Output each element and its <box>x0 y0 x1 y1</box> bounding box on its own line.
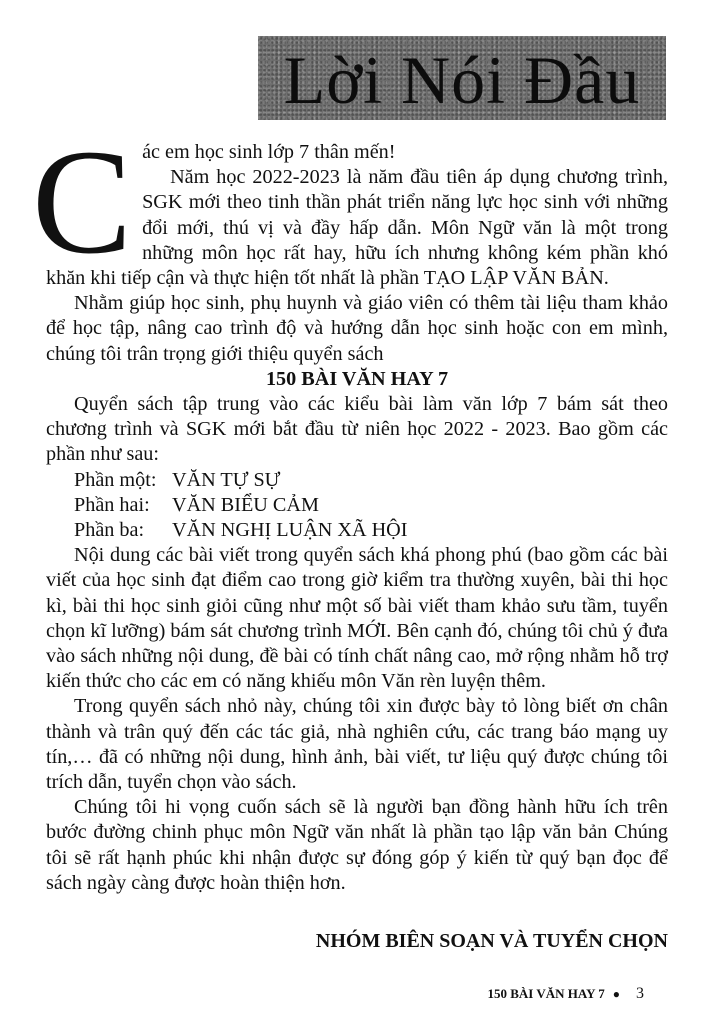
paragraph-2: Nhằm giúp học sinh, phụ huynh và giáo viên có thêm tài liệu tham khảo để học tập, nâng cao trình độ và hướng dẫn học sinh hoặc con em mình, chúng tôi trân trọng giới thiệu quyển sách <box>46 292 668 365</box>
greeting: ác em học sinh lớp 7 thân mến! <box>142 141 396 163</box>
paragraph-5: Trong quyển sách nhỏ này, chúng tôi xin được bày tỏ lòng biết ơn chân thành và trân quý đến các tác giả, nhà nghiên cứu, các trang báo mạng uy tín,… đã có những nội dung, hình ảnh, bài viết, tư liệu quý được chúng tôi trích dẫn, tuyển chọn vào sách. <box>46 695 668 794</box>
paragraph-6: Chúng tôi hi vọng cuốn sách sẽ là người bạn đồng hành hữu ích trên bước đường chinh phục môn Ngữ văn nhất là phần tạo lập văn bản Chúng tôi sẽ rất hạnh phúc khi nhận được sự đóng góp ý kiến từ quý bạn đọc để sách ngày càng được hoàn thiện hơn. <box>46 796 668 894</box>
dropcap-letter: C <box>32 119 133 285</box>
part-item <box>46 493 668 518</box>
running-title: 150 BÀI VĂN HAY 7 <box>487 986 605 1001</box>
part-label: Phần ba: <box>74 519 145 542</box>
preface-body <box>32 119 668 896</box>
paragraph-1: Năm học 2022-2023 là năm đầu tiên áp dụng chương trình, SGK mới theo tinh thần phát triển năng lực học sinh với những đổi mới, thú vị và đầy hấp dẫn. Môn Ngữ văn là một trong những môn học rất hay, hữu ích nhưng không kém phần khó khăn khi tiếp cận và thực hiện tốt nhất là phần TẠO LẬP VĂN BẢN. <box>46 166 668 290</box>
part-label: Phần một: <box>74 468 157 491</box>
title-banner <box>258 36 666 120</box>
paragraph-3: Quyển sách tập trung vào các kiểu bài làm văn lớp 7 bám sát theo chương trình và SGK mới bắt đầu từ niên học 2022 - 2023. Bao gồm các phần như sau: <box>46 393 668 466</box>
signature: NHÓM BIÊN SOẠN VÀ TUYỂN CHỌN <box>315 930 668 952</box>
book-title: 150 BÀI VĂN HAY 7 <box>265 367 449 390</box>
page-title: Lời Nói Đầu <box>283 42 641 118</box>
page-number: 3 <box>636 985 644 1002</box>
part-item <box>46 518 668 543</box>
page-footer <box>487 985 644 1003</box>
part-item <box>46 468 668 493</box>
part-label: Phần hai: <box>74 493 150 516</box>
paragraph-4: Nội dung các bài viết trong quyển sách khá phong phú (bao gồm các bài viết của học sinh đạt điểm cao trong giờ kiểm tra thường xuyên, bài thi học kì, bài thi học sinh giỏi cũng như một số bài viết tham khảo sưu tầm, tuyển chọn kĩ lưỡng) bám sát chương trình MỚI. Bên cạnh đó, chúng tôi chủ ý đưa vào sách những nội dung, đề bài có tính chất nâng cao, mở rộng nhằm hỗ trợ kiến thức cho các em có năng khiếu môn Văn rèn luyện thêm. <box>46 544 668 693</box>
part-name: VĂN TỰ SỰ <box>172 468 281 491</box>
part-name: VĂN NGHỊ LUẬN XÃ HỘI <box>172 519 408 542</box>
bullet-icon: ● <box>612 986 620 1001</box>
part-name: VĂN BIỂU CẢM <box>172 493 319 516</box>
